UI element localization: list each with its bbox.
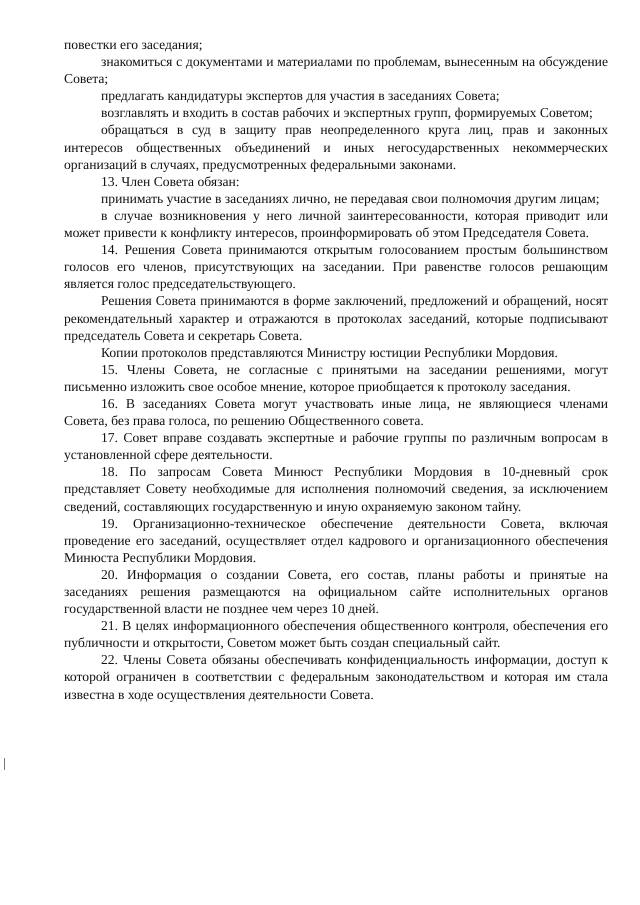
paragraph-16: 19. Организационно-техническое обеспечение деятельности Совета, включая проведение его заседаний, осуществляет отдел кадрового и организационного обеспечения Минюста Республики Мордовия. (64, 515, 608, 565)
paragraph-15: 18. По запросам Совета Минюст Республики Мордовия в 10-дневный срок представляет Совету необходимые для исполнения полномочий сведения, за исключением сведений, составляющих государственную и иную охраняемую законом тайну. (64, 464, 608, 514)
paragraph-4: возглавлять и входить в состав рабочих и экспертных групп, формируемых Советом; (101, 105, 593, 121)
paragraph-6: 13. Член Совета обязан: (101, 173, 240, 189)
paragraph-19: 22. Члены Совета обязаны обеспечивать конфиденциальность информации, доступ к которой ограничен в соответствии с федеральным законодательством и которая им стала известна в ходе осуществления деятельности Совета. (64, 652, 608, 702)
paragraph-9: 14. Решения Совета принимаются открытым голосованием простым большинством голосов его членов, присутствующих на заседании. При равенстве голосов решающим является голос председательствующего. (64, 242, 608, 292)
paragraph-10: Решения Совета принимаются в форме заключений, предложений и обращений, носят рекомендательный характер и отражаются в протоколах заседаний, которые подписывают председатель Совета и секретарь Совета. (64, 293, 608, 343)
paragraph-1: повестки его заседания; (64, 37, 203, 52)
paragraph-18: 21. В целях информационного обеспечения общественного контроля, обеспечения его публичности и открытости, Советом может быть создан специальный сайт. (64, 618, 608, 651)
paragraph-13: 16. В заседаниях Совета могут участвовать иные лица, не являющиеся членами Совета, без права голоса, по решению Общественного совета. (64, 395, 608, 429)
paragraph-8: в случае возникновения у него личной заинтересованности, которая приводит или может привести к конфликту интересов, проинформировать об этом Председателя Совета. (64, 207, 608, 241)
paragraph-3: предлагать кандидатуры экспертов для участия в заседаниях Совета; (101, 88, 500, 104)
paragraph-12: 15. Члены Совета, не согласные с принятыми на заседании решениями, могут письменно изложить свое особое мнение, которое приобщается к протоколу заседания. (64, 361, 608, 394)
paragraph-14: 17. Совет вправе создавать экспертные и рабочие группы по различным вопросам в установленной сфере деятельности. (64, 430, 608, 463)
scan-edge-mark (4, 758, 5, 770)
paragraph-5: обращаться в суд в защиту прав неопределенного круга лиц, прав и законных интересов общественных объединений и иных негосударственных некоммерческих организаций в случаях, предусмотренных федеральными законами. (64, 122, 608, 172)
paragraph-7: принимать участие в заседаниях лично, не передавая свои полномочия другим лицам; (101, 190, 600, 206)
paragraph-17: 20. Информация о создании Совета, его состав, планы работы и принятые на заседаниях решения размещаются на официальном сайте исполнительных органов государственной власти не позднее чем через 10 дней. (64, 566, 608, 617)
document-body (64, 36, 608, 703)
paragraph-2: знакомиться с документами и материалами по проблемам, вынесенным на обсуждение Совета; (64, 54, 608, 87)
paragraph-11: Копии протоколов представляются Министру юстиции Республики Мордовия. (101, 344, 558, 360)
